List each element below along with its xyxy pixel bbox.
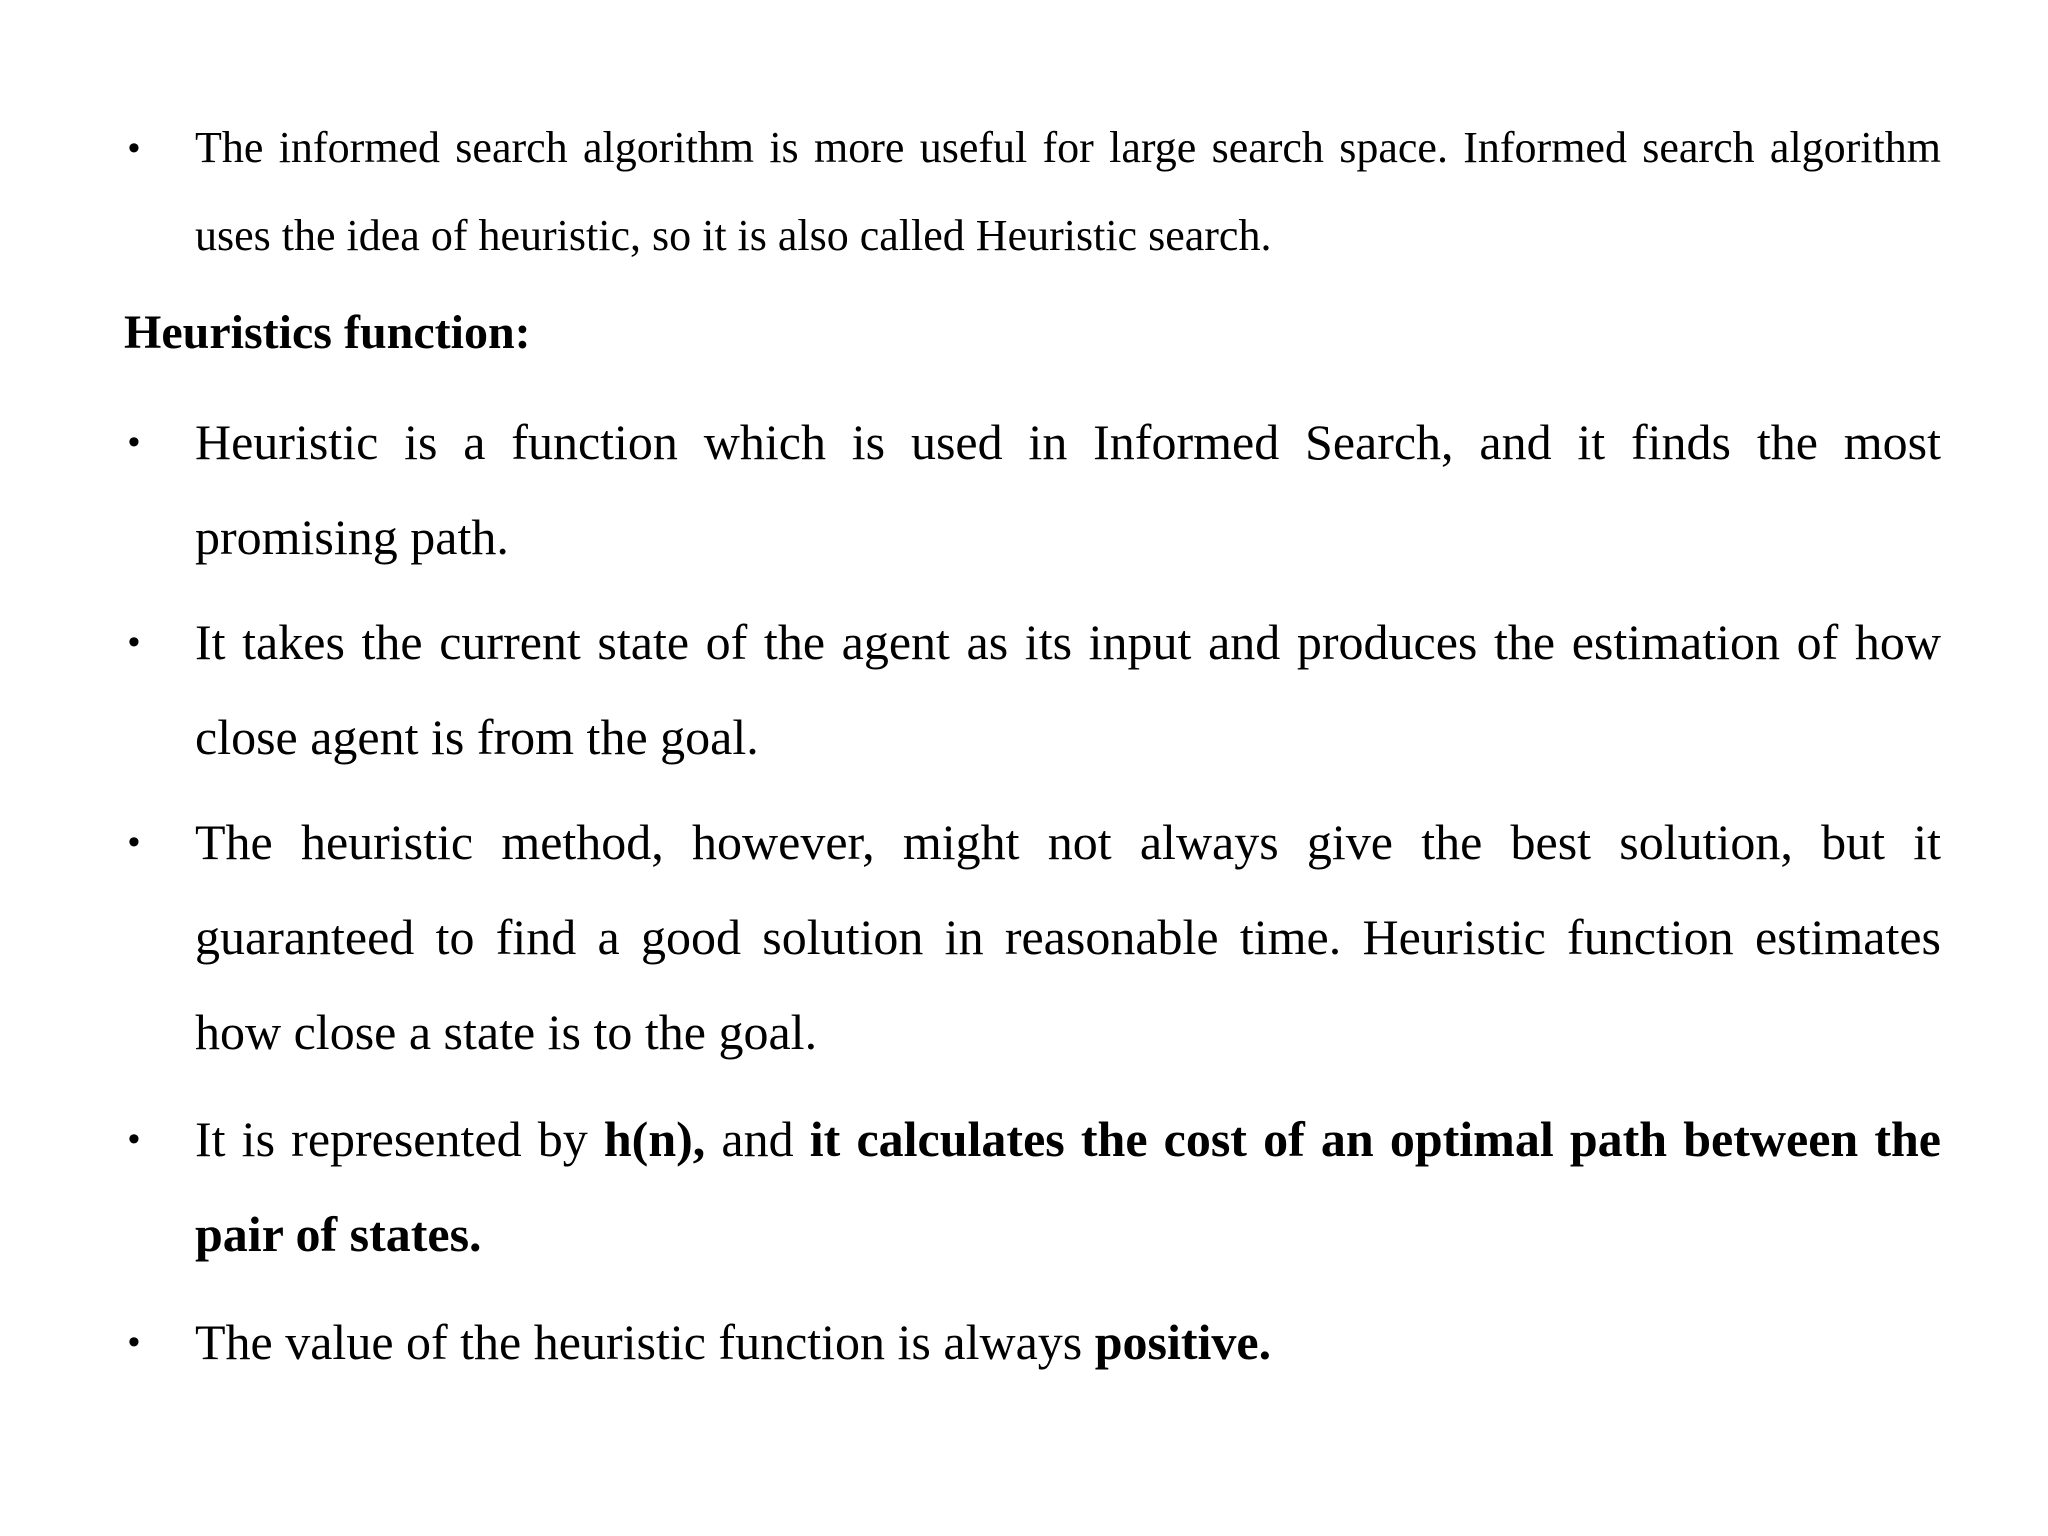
bullet-text-4-bold-cost: it calculates the cost of an optimal path between the pair of states. [195, 1111, 1941, 1262]
bullet-icon: • [128, 1120, 140, 1158]
bullet-text-3: The heuristic method, however, might not always give the best solution, but it guaranteed to find a good solution in reasonable time. Heuristic function estimates how close a state is to the goal. [195, 814, 1941, 1060]
bullet-icon: • [128, 623, 140, 661]
bullet-text-4 [195, 1092, 1941, 1282]
bullet-text-4-plain-b: and [705, 1111, 810, 1167]
bullet-icon: • [128, 823, 140, 861]
bullet-icon: • [128, 423, 140, 461]
section-heading: Heuristics function: [124, 306, 531, 359]
bullet-text-2: It takes the current state of the agent as its input and produces the estimation of how close agent is from the goal. [195, 614, 1941, 765]
bullet-text-4-bold-hn: h(n), [603, 1111, 706, 1167]
bullet-text-5-bold-positive: positive. [1094, 1314, 1272, 1370]
bullet-text-4-plain-a: It is represented by [195, 1111, 604, 1167]
bullet-text-5 [195, 1295, 1941, 1390]
bullet-text-1: Heuristic is a function which is used in Informed Search, and it finds the most promising path. [195, 414, 1941, 565]
bullet-icon: • [128, 1323, 140, 1361]
bullet-icon: • [128, 129, 140, 167]
intro-bullet-text: The informed search algorithm is more useful for large search space. Informed search algorithm uses the idea of heuristic, so it is also called Heuristic search. [195, 123, 1941, 260]
bullet-text-5-plain: The value of the heuristic function is always [195, 1314, 1095, 1370]
